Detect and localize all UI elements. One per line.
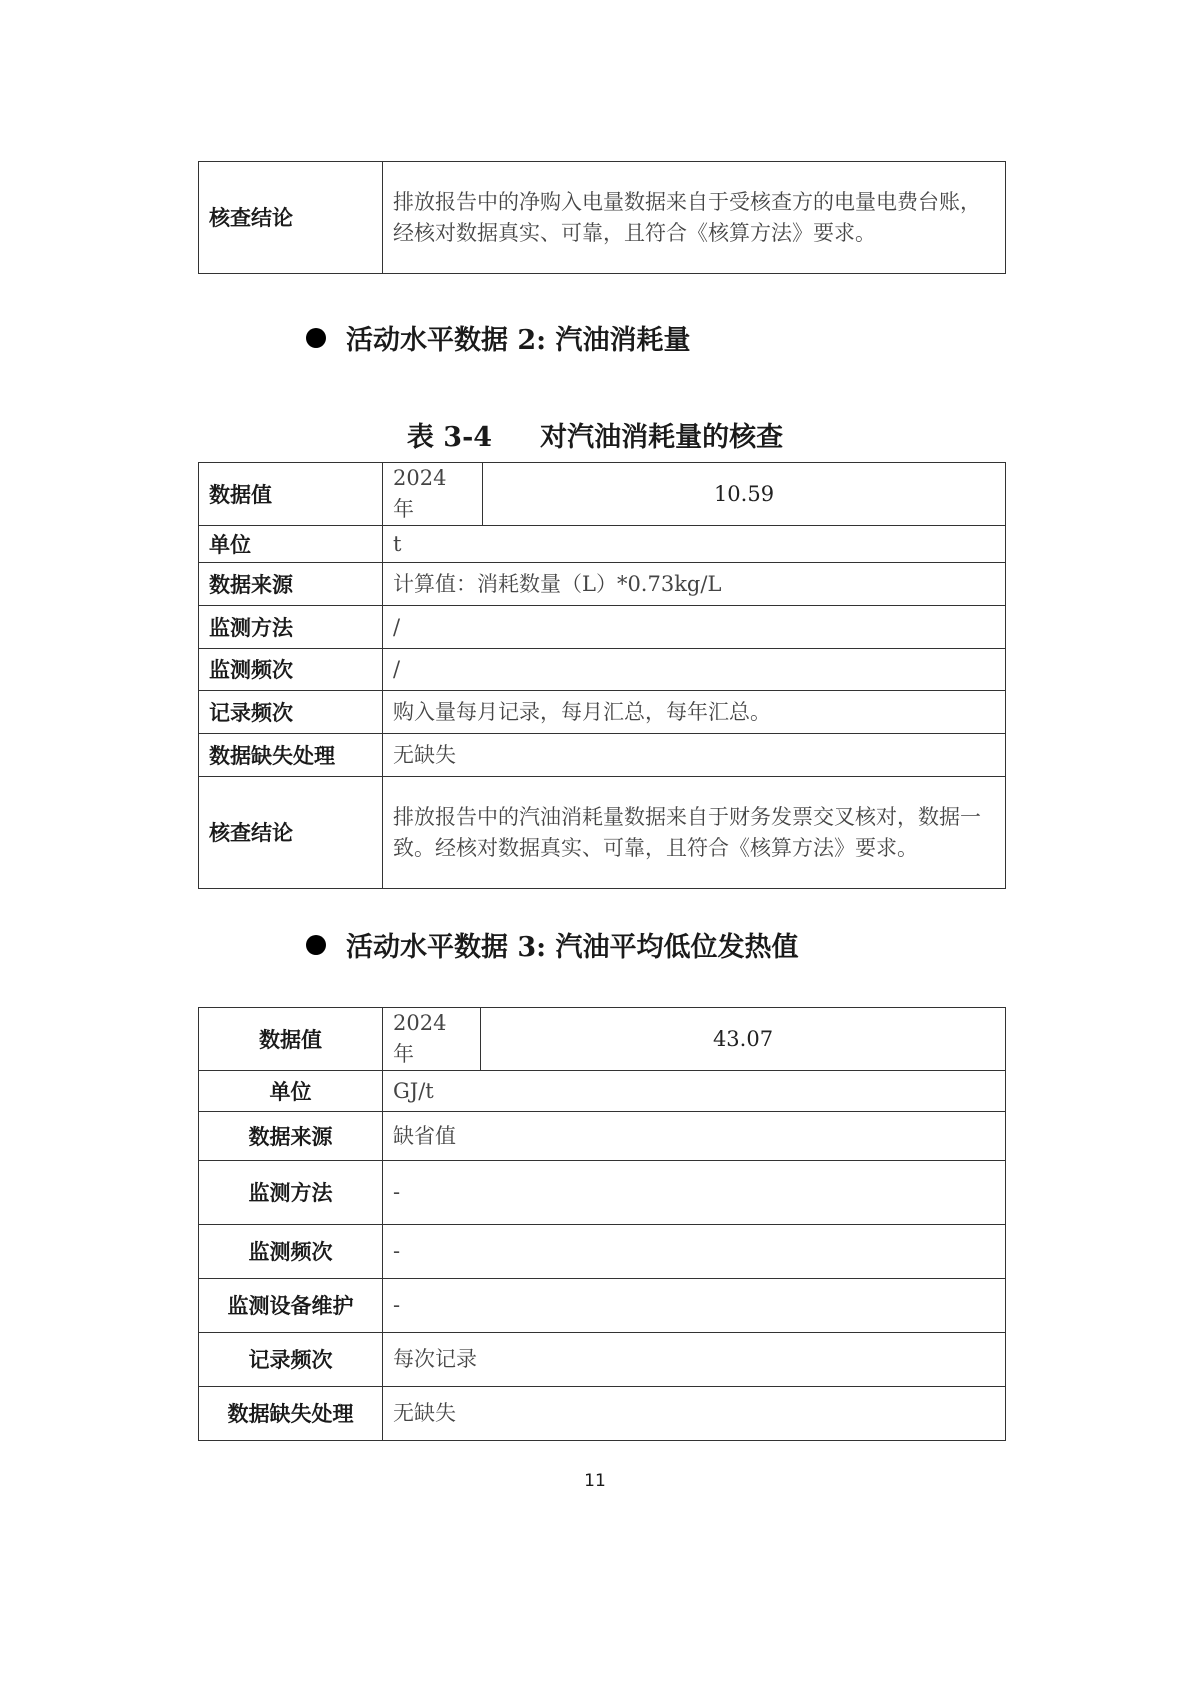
missing-cell: 无缺失 xyxy=(383,1387,1006,1441)
bullet-icon xyxy=(306,935,326,955)
table-row xyxy=(199,463,1006,526)
table-row xyxy=(199,777,1006,889)
table-row xyxy=(199,1225,1006,1279)
section-heading-2-text: 活动水平数据 2: 汽油消耗量 xyxy=(346,325,691,356)
table-row xyxy=(199,734,1006,777)
bullet-icon xyxy=(306,328,326,348)
unit-cell: t xyxy=(383,526,1006,563)
missing-cell: 无缺失 xyxy=(383,734,1006,777)
table-row xyxy=(199,1333,1006,1387)
method-cell: / xyxy=(383,606,1006,649)
value-label: 数据值 xyxy=(199,463,383,526)
table-row xyxy=(199,1387,1006,1441)
conclusion-table-electricity xyxy=(198,161,1006,274)
value-label: 数据值 xyxy=(199,1008,383,1071)
record-label: 记录频次 xyxy=(199,691,383,734)
record-cell: 每次记录 xyxy=(383,1333,1006,1387)
source-label: 数据来源 xyxy=(199,1112,383,1161)
value-cell: 10.59 xyxy=(483,463,1006,526)
source-cell: 计算值：消耗数量（L）*0.73kg/L xyxy=(383,563,1006,606)
table-row xyxy=(199,1112,1006,1161)
method-label: 监测方法 xyxy=(199,606,383,649)
year-cell: 2024 年 xyxy=(383,463,483,526)
unit-cell: GJ/t xyxy=(383,1071,1006,1112)
table-row xyxy=(199,1008,1006,1071)
table-row xyxy=(199,1161,1006,1225)
gasoline-heating-value-table xyxy=(198,1007,1006,1441)
conclusion-label: 核查结论 xyxy=(199,162,383,274)
method-label: 监测方法 xyxy=(199,1161,383,1225)
table-caption-title: 对汽油消耗量的核查 xyxy=(540,422,784,453)
section-heading-3 xyxy=(306,925,799,964)
frequency-label: 监测频次 xyxy=(199,649,383,691)
conclusion-label: 核查结论 xyxy=(199,777,383,889)
frequency-label: 监测频次 xyxy=(199,1225,383,1279)
section-heading-2 xyxy=(306,318,691,357)
record-label: 记录频次 xyxy=(199,1333,383,1387)
conclusion-text: 排放报告中的净购入电量数据来自于受核查方的电量电费台账，经核对数据真实、可靠，且符合《核算方法》要求。 xyxy=(383,162,1006,274)
unit-label: 单位 xyxy=(199,1071,383,1112)
missing-label: 数据缺失处理 xyxy=(199,1387,383,1441)
gasoline-consumption-table xyxy=(198,462,1006,889)
missing-label: 数据缺失处理 xyxy=(199,734,383,777)
frequency-cell: - xyxy=(383,1225,1006,1279)
table-caption xyxy=(0,415,1190,454)
conclusion-text: 排放报告中的汽油消耗量数据来自于财务发票交叉核对，数据一致。经核对数据真实、可靠，且符合《核算方法》要求。 xyxy=(383,777,1006,889)
table-row xyxy=(199,563,1006,606)
year-cell: 2024 年 xyxy=(383,1008,481,1071)
table-row xyxy=(199,526,1006,563)
source-label: 数据来源 xyxy=(199,563,383,606)
maintenance-label: 监测设备维护 xyxy=(199,1279,383,1333)
unit-label: 单位 xyxy=(199,526,383,563)
table-row xyxy=(199,1279,1006,1333)
table-caption-number: 表 3-4 xyxy=(406,422,493,453)
table-row xyxy=(199,691,1006,734)
record-cell: 购入量每月记录，每月汇总，每年汇总。 xyxy=(383,691,1006,734)
method-cell: - xyxy=(383,1161,1006,1225)
source-cell: 缺省值 xyxy=(383,1112,1006,1161)
section-heading-3-text: 活动水平数据 3: 汽油平均低位发热值 xyxy=(346,932,799,963)
value-cell: 43.07 xyxy=(481,1008,1006,1071)
page-number: 11 xyxy=(584,1471,606,1491)
table-row xyxy=(199,606,1006,649)
table-row xyxy=(199,1071,1006,1112)
maintenance-cell: - xyxy=(383,1279,1006,1333)
frequency-cell: / xyxy=(383,649,1006,691)
table-row xyxy=(199,649,1006,691)
